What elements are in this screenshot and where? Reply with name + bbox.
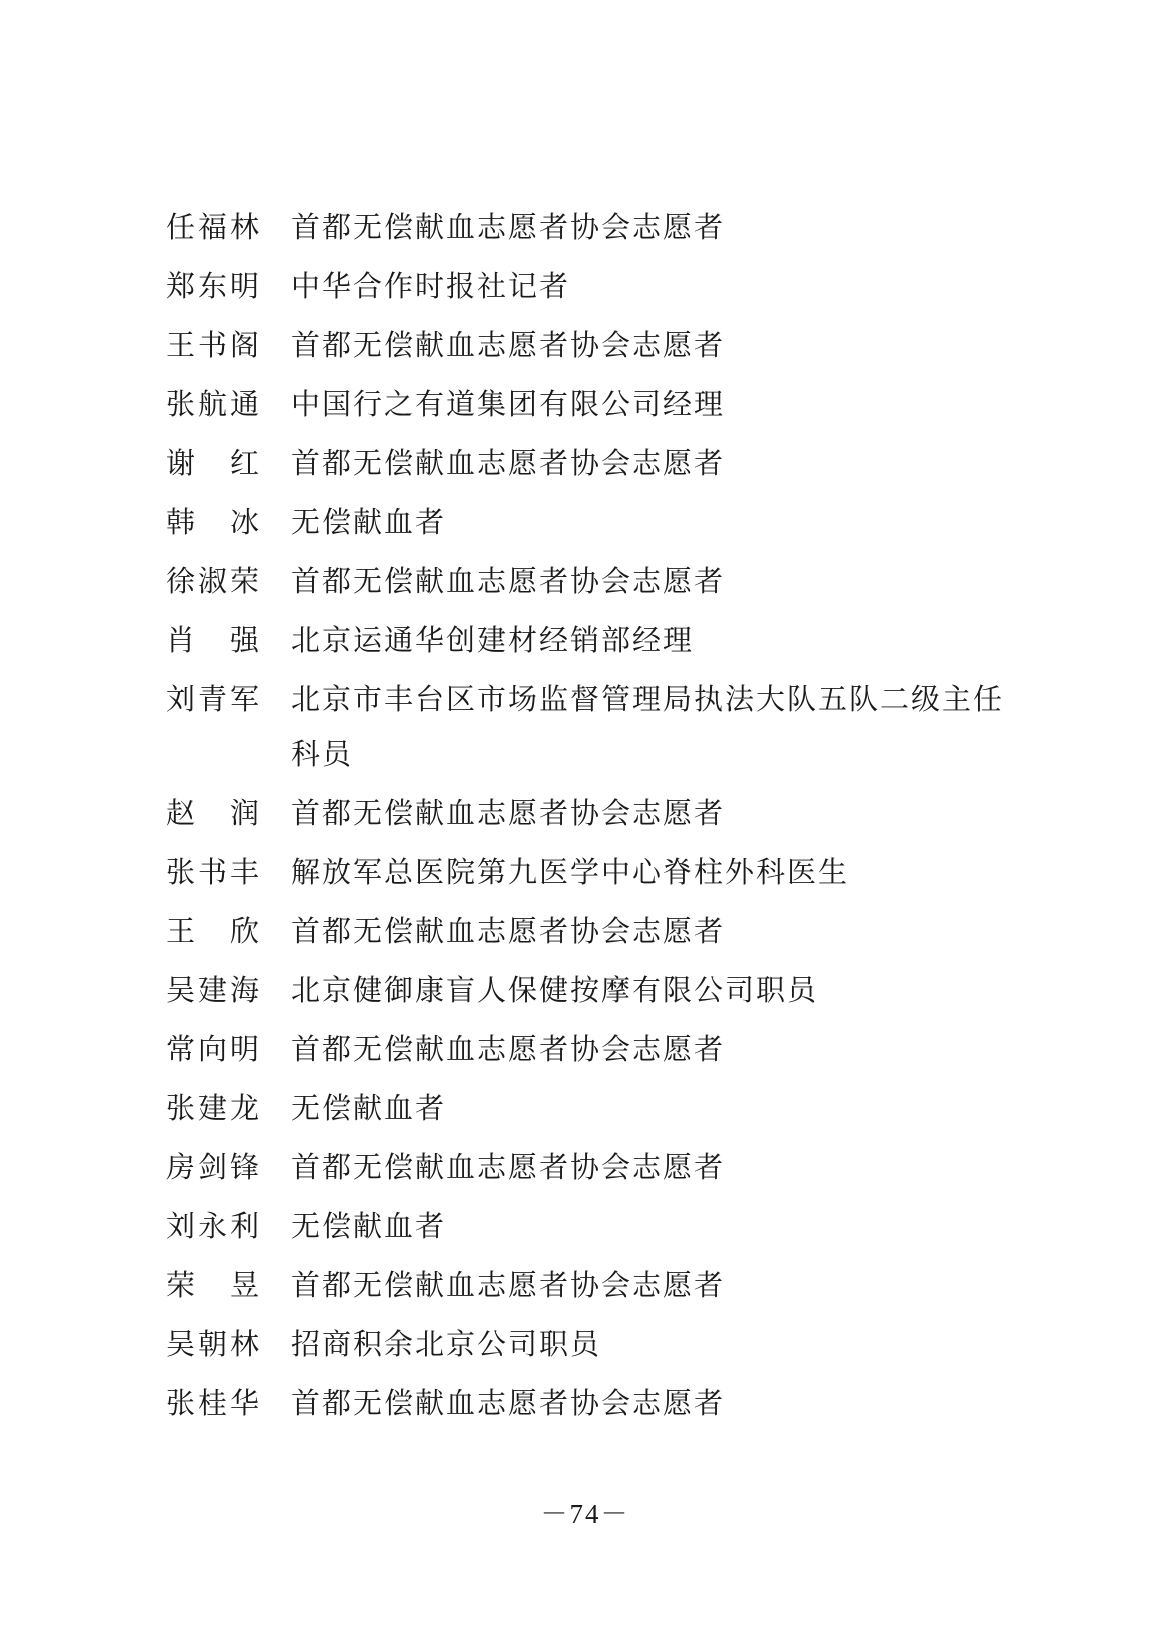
person-name: 刘永利 <box>166 1209 261 1243</box>
list-item <box>166 1199 1046 1254</box>
list-item <box>166 318 1046 373</box>
person-name: 谢 红 <box>166 446 261 480</box>
person-name: 王书阁 <box>166 328 261 362</box>
person-name: 荣 昱 <box>166 1268 261 1302</box>
person-description: 首都无偿献血志愿者协会志愿者 <box>291 1386 726 1420</box>
list-item <box>166 377 1046 432</box>
person-name: 郑东明 <box>166 269 261 303</box>
list-item <box>166 200 1046 255</box>
person-name: 徐淑荣 <box>166 564 261 598</box>
list-item <box>166 495 1046 550</box>
list-item <box>166 259 1046 314</box>
person-name: 张航通 <box>166 387 261 421</box>
person-name: 任福林 <box>166 210 261 244</box>
list-item <box>166 786 1046 841</box>
list-item <box>166 554 1046 609</box>
list-item <box>166 1081 1046 1136</box>
list-item <box>166 845 1046 900</box>
list-item <box>166 1140 1046 1195</box>
person-name: 赵 润 <box>166 796 261 830</box>
person-description: 北京健御康盲人保健按摩有限公司职员 <box>291 973 819 1007</box>
person-description: 中华合作时报社记者 <box>291 269 571 303</box>
person-description: 首都无偿献血志愿者协会志愿者 <box>291 328 726 362</box>
person-name: 吴建海 <box>166 973 261 1007</box>
list-item <box>166 1317 1046 1372</box>
person-description: 首都无偿献血志愿者协会志愿者 <box>291 796 726 830</box>
person-name: 张建龙 <box>166 1091 261 1125</box>
list-item <box>166 436 1046 491</box>
person-name: 肖 强 <box>166 623 261 657</box>
person-description: 无偿献血者 <box>291 505 447 539</box>
list-item <box>166 1376 1046 1431</box>
list-item <box>166 672 1046 782</box>
person-name: 张桂华 <box>166 1386 261 1420</box>
person-name: 王 欣 <box>166 914 261 948</box>
person-description: 解放军总医院第九医学中心脊柱外科医生 <box>291 855 850 889</box>
list-item <box>166 1022 1046 1077</box>
person-name: 韩 冰 <box>166 505 261 539</box>
person-description: 首都无偿献血志愿者协会志愿者 <box>291 914 726 948</box>
person-description: 无偿献血者 <box>291 1091 447 1125</box>
list-item <box>166 963 1046 1018</box>
page-number: －74－ <box>540 1499 630 1529</box>
person-name: 吴朝林 <box>166 1327 261 1361</box>
list-item <box>166 1258 1046 1313</box>
person-name: 张书丰 <box>166 855 261 889</box>
person-description: 首都无偿献血志愿者协会志愿者 <box>291 1032 726 1066</box>
person-description: 中国行之有道集团有限公司经理 <box>291 387 726 421</box>
person-name: 常向明 <box>166 1032 261 1066</box>
person-description: 首都无偿献血志愿者协会志愿者 <box>291 446 726 480</box>
list-item <box>166 904 1046 959</box>
person-description: 首都无偿献血志愿者协会志愿者 <box>291 564 726 598</box>
person-description: 北京市丰台区市场监督管理局执法大队五队二级主任科员 <box>291 682 1005 771</box>
person-description: 无偿献血者 <box>291 1209 447 1243</box>
person-description: 首都无偿献血志愿者协会志愿者 <box>291 210 726 244</box>
person-description: 北京运通华创建材经销部经理 <box>291 623 695 657</box>
person-name: 房剑锋 <box>166 1150 261 1184</box>
honoree-list <box>166 200 1046 1435</box>
person-description: 招商积余北京公司职员 <box>291 1327 602 1361</box>
person-description: 首都无偿献血志愿者协会志愿者 <box>291 1268 726 1302</box>
list-item <box>166 613 1046 668</box>
person-name: 刘青军 <box>166 682 261 716</box>
person-description: 首都无偿献血志愿者协会志愿者 <box>291 1150 726 1184</box>
